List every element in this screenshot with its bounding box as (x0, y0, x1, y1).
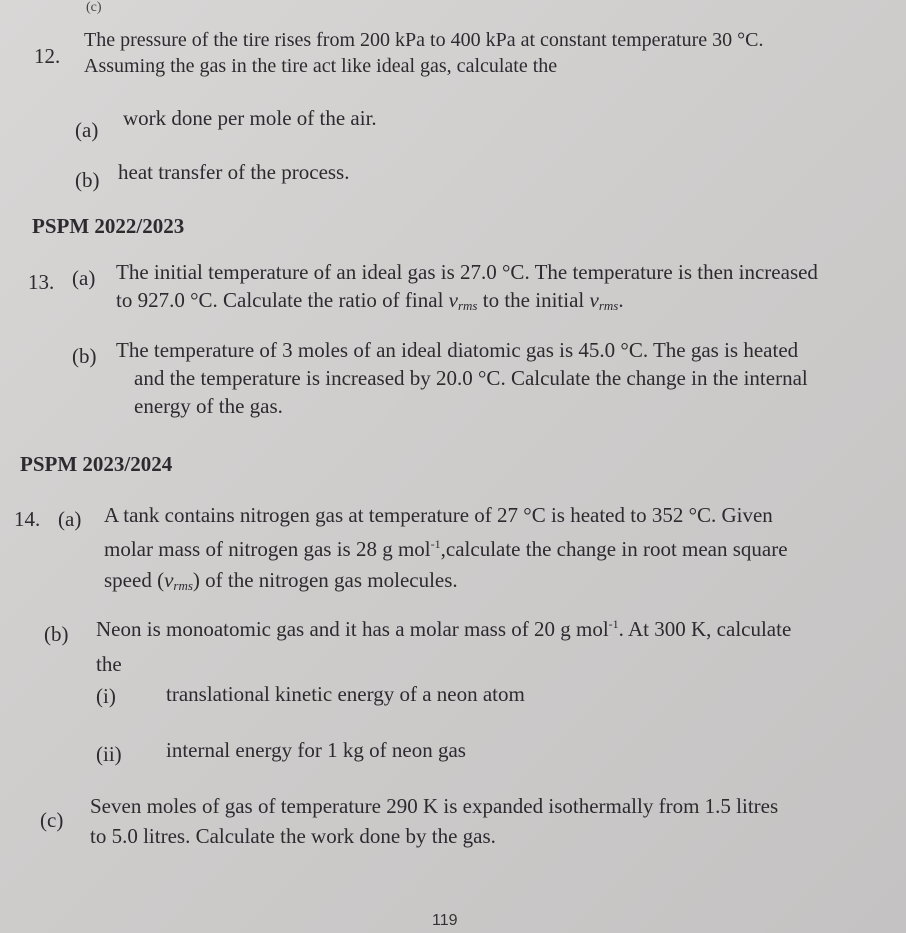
q14c-line1: Seven moles of gas of temperature 290 K is expanded isothermally from 1.5 litres (90, 794, 779, 818)
q13b-line2: and the temperature is increased by 20.0 °C. Calculate the change in the internal (134, 366, 808, 390)
q14b-ii-text: internal energy for 1 kg of neon gas (166, 738, 466, 762)
q12-line2: Assuming the gas in the tire act like ideal gas, calculate the (84, 55, 558, 77)
q14b-i-label: (i) (96, 684, 116, 708)
q14c-line2: to 5.0 litres. Calculate the work done by the gas. (90, 824, 496, 848)
q13a-label: (a) (72, 266, 96, 290)
q14a-line1: A tank contains nitrogen gas at temperature of 27 °C is heated to 352 °C. Given (104, 503, 773, 527)
q14a-label: (a) (58, 507, 82, 531)
q13b-label: (b) (72, 344, 97, 368)
heading-pspm-2023-2024: PSPM 2023/2024 (20, 452, 173, 476)
q13b-line1: The temperature of 3 moles of an ideal diatomic gas is 45.0 °C. The gas is heated (116, 338, 799, 362)
q14b-line2: the (96, 652, 122, 676)
heading-pspm-2022-2023: PSPM 2022/2023 (32, 214, 185, 238)
q12a-label: (a) (75, 118, 99, 142)
top-fragment: (c) (86, 0, 102, 15)
page-number: 119 (432, 912, 458, 929)
q14b-i-text: translational kinetic energy of a neon atom (166, 682, 525, 706)
q14b-label: (b) (44, 622, 69, 646)
q12-number: 12. (34, 44, 61, 68)
q12b-text: heat transfer of the process. (118, 160, 350, 184)
q12-line1: The pressure of the tire rises from 200 kPa to 400 kPa at constant temperature 30 °C. (84, 29, 764, 51)
q14c-label: (c) (40, 808, 64, 832)
q13b-line3: energy of the gas. (134, 394, 283, 418)
q14a-line3: speed $(v_{rms})$ of the nitrogen gas molecules. (104, 568, 458, 593)
q14-number: 14. (14, 507, 41, 531)
q13a-line1: The initial temperature of an ideal gas is 27.0 °C. The temperature is then increased (116, 260, 818, 284)
q14a-line2: molar mass of nitrogen gas is 28 g mol$^{-1}$,calculate the change in root mean square (104, 537, 788, 561)
q13-number: 13. (28, 270, 55, 294)
q13a-line2: to 927.0 °C. Calculate the ratio of final $v_{rms}$ to the initial $v_{rms}$. (116, 288, 624, 313)
q12b-label: (b) (75, 168, 100, 192)
q14b-ii-label: (ii) (96, 742, 122, 766)
q14b-line1: Neon is monoatomic gas and it has a molar mass of 20 g mol$^{-1}$. At 300 K, calculate (96, 617, 792, 641)
q12a-text: work done per mole of the air. (123, 106, 377, 130)
